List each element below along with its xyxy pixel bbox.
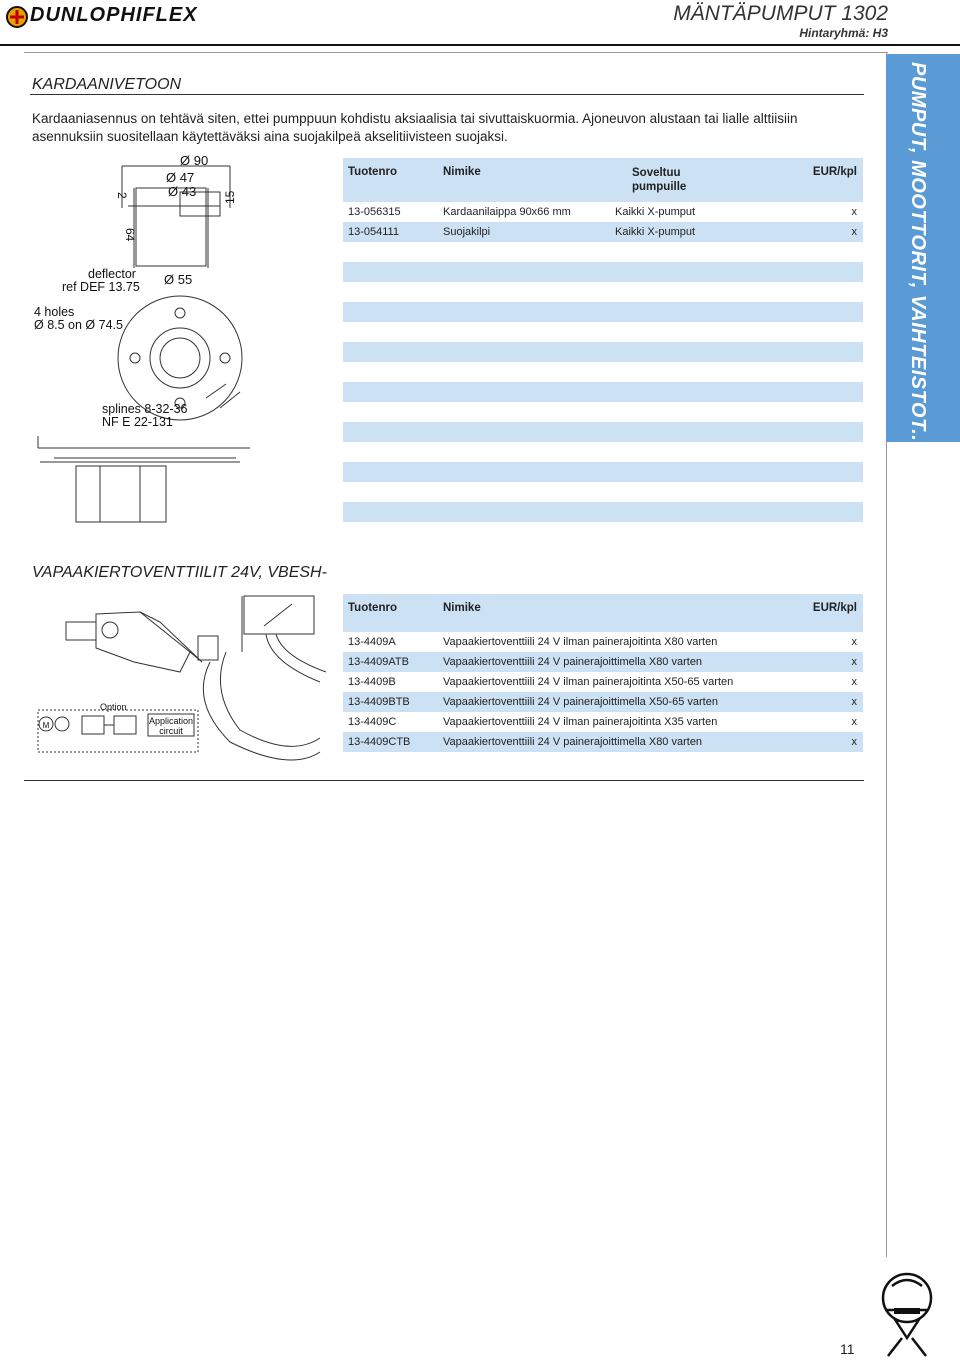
table-row-empty [343,242,863,262]
table-row-empty [343,282,863,302]
table-row-empty [343,422,863,442]
dim-d47-label: Ø 47 [166,170,195,185]
row-name: Vapaakiertoventtiili 24 V ilman painerajoitinta X80 varten [443,636,718,648]
page-title: MÄNTÄPUMPUT 1302 [673,2,888,25]
dim-d90-label: Ø 90 [180,153,209,168]
row-price: x [851,696,857,708]
side-tab-label: PUMPUT, MOOTTORIT, VAIHTEISTOT... [907,62,929,448]
section-end-divider [24,780,864,781]
table-header [343,594,863,632]
deflector-label: deflector [88,267,136,281]
cardan-flange-drawing [30,148,310,528]
cardan-parts-table [343,158,863,522]
side-category-tab [886,54,960,448]
row-name: Vapaakiertoventtiili 24 V painerajoittimella X80 varten [443,736,703,748]
mascot-figure-icon [872,1268,942,1358]
col-header-code: Tuotenro [348,602,397,614]
col-header-fit-line2: pumpuille [632,181,687,193]
circuit-label: circuit [159,726,183,736]
table-row-empty [343,342,863,362]
col-header-name: Nimike [443,166,481,178]
col-header-fit [632,166,687,194]
section-title-free-circulation: VAPAAKIERTOVENTTIILIT 24V, VBESH- [32,564,327,581]
table-row-empty [343,382,863,402]
row-price: x [851,736,857,748]
row-name: Kardaanilaippa 90x66 mm [443,206,571,218]
row-code: 13-056315 [348,206,401,218]
row-name: Vapaakiertoventtiili 24 V painerajoittimella X80 varten [443,656,703,668]
table-row [343,652,863,672]
table-row-empty [343,502,863,522]
table-row [343,712,863,732]
free-circulation-valve-drawing [30,592,330,772]
motor-symbol-label: M [42,721,50,730]
table-row [343,222,863,242]
row-price: x [851,636,857,648]
table-row [343,632,863,652]
section-divider [30,94,864,95]
row-code: 13-4409ATB [348,656,409,668]
table-row [343,732,863,752]
row-fit: Kaikki X-pumput [615,206,696,218]
col-header-price: EUR/kpl [812,166,857,178]
section-description: Kardaaniasennus on tehtävä siten, ettei pumppuun kohdistu aksiaalisia tai sivuttaiskuormia. Ajoneuvon alustaan tai lialle alttiisiin asennuksiin suositellaan käytettäväksi aina suojakilpeä akselitiivisteen suojaksi. [32,111,798,144]
row-name: Vapaakiertoventtiili 24 V ilman painerajoitinta X35 varten [443,716,718,728]
page-number: 11 [840,1341,855,1357]
col-header-price: EUR/kpl [812,602,857,614]
row-code: 13-4409C [348,716,397,728]
table-row [343,692,863,712]
deflector-ref-label: ref DEF 13.75 [62,280,140,294]
row-code: 13-4409CTB [348,736,411,748]
row-code: 13-4409A [348,636,396,648]
row-code: 13-4409BTB [348,696,410,708]
frame-top-line [24,52,888,53]
table-row [343,202,863,222]
row-name: Suojakilpi [443,226,491,238]
brand-name: DUNLOPHIFLEX [30,4,198,26]
row-code: 13-4409B [348,676,396,688]
row-price: x [851,656,857,668]
dim-2-label: 2 [115,192,129,199]
table-row-empty [343,442,863,462]
row-price: x [851,716,857,728]
nf-label: NF E 22-131 [102,415,173,429]
dim-15-label: 15 [223,190,237,204]
dim-d55-label: Ø 55 [164,272,193,287]
row-fit: Kaikki X-pumput [615,226,696,238]
table-row-empty [343,322,863,342]
table-row-empty [343,262,863,282]
table-row-empty [343,362,863,382]
col-header-fit-line1: Soveltuu [632,167,681,179]
row-name: Vapaakiertoventtiili 24 V painerajoittimella X50-65 varten [443,696,718,708]
col-header-name: Nimike [443,602,481,614]
table-row-empty [343,462,863,482]
table-row-empty [343,402,863,422]
table-header [343,158,863,202]
section-title-cardan: KARDAANIVETOON [32,76,182,93]
row-price: x [851,676,857,688]
holes-dim-label: Ø 8.5 on Ø 74.5 [34,318,123,332]
row-code: 13-054111 [348,226,399,238]
holes-label: 4 holes [34,305,75,319]
header-divider [0,44,960,46]
row-price: x [851,226,857,238]
table-row-empty [343,302,863,322]
col-header-code: Tuotenro [348,166,397,178]
price-group: Hintaryhmä: H3 [799,26,888,40]
row-price: x [851,206,857,218]
valve-table [343,594,863,752]
table-row [343,672,863,692]
dim-64-label: 64 [123,228,137,242]
table-row-empty [343,482,863,502]
row-name: Vapaakiertoventtiili 24 V ilman painerajoitinta X50-65 varten [443,676,734,688]
splines-label: splines 8-32-36 [102,402,188,416]
option-label: Option [100,702,127,712]
application-label: Application [148,716,194,726]
dim-d43-label: Ø 43 [168,184,197,199]
